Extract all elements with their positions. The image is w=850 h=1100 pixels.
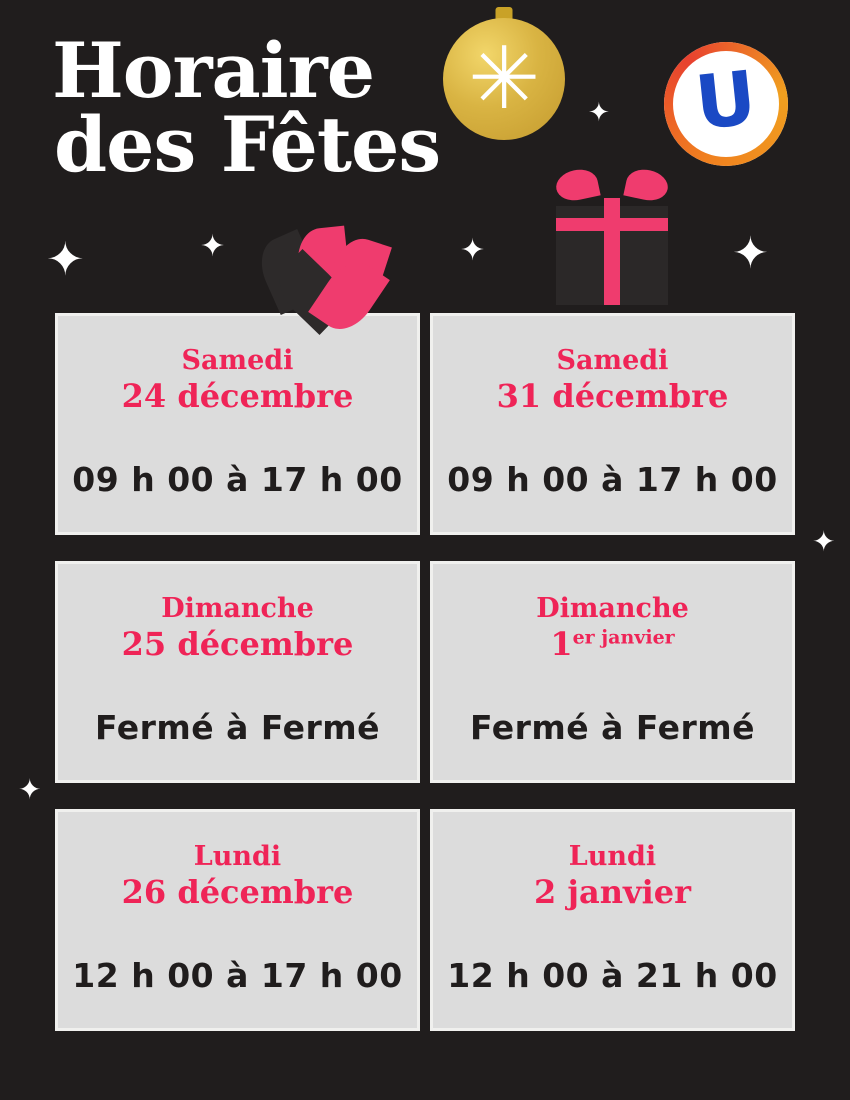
schedule-hours: Fermé à Fermé <box>469 707 755 747</box>
schedule-date: 31 décembre <box>496 377 729 416</box>
schedule-hours: 12 h 00 à 17 h 00 <box>72 955 403 995</box>
title-line-2: des Fêtes <box>54 100 441 190</box>
sparkle-icon: ✦ <box>18 773 42 806</box>
gift-box-icon <box>548 170 676 305</box>
schedule-date: 24 décembre <box>121 377 354 416</box>
gift-ribbon-horizontal <box>556 218 668 231</box>
schedule-day: Samedi <box>181 345 294 377</box>
logo-center <box>682 55 770 148</box>
schedule-hours: 12 h 00 à 21 h 00 <box>447 955 778 995</box>
logo-letter: U <box>691 55 761 147</box>
schedule-day: Samedi <box>556 345 669 377</box>
schedule-day: Lundi <box>568 841 657 873</box>
poinsettia-leaves-icon <box>258 228 418 318</box>
schedule-day: Dimanche <box>161 593 314 625</box>
sparkle-icon: ✦ <box>732 228 769 279</box>
schedule-hours: 09 h 00 à 17 h 00 <box>72 459 403 499</box>
brand-logo <box>664 42 788 166</box>
schedule-date-number: 1 <box>550 625 573 664</box>
schedule-grid <box>55 313 795 1031</box>
gift-bow-right <box>623 166 670 204</box>
schedule-date: 2 janvier <box>534 873 691 912</box>
schedule-hours: Fermé à Fermé <box>94 707 380 747</box>
schedule-date-suffix: er janvier <box>572 626 675 649</box>
sparkle-icon: ✦ <box>46 232 85 286</box>
sparkle-icon: ✦ <box>200 229 226 264</box>
schedule-card <box>430 313 795 535</box>
schedule-card <box>430 809 795 1031</box>
schedule-date: 25 décembre <box>121 625 354 664</box>
schedule-hours: 09 h 00 à 17 h 00 <box>447 459 778 499</box>
title-line-1: Horaire <box>52 26 375 115</box>
schedule-card <box>55 561 420 783</box>
snowflake-icon: ✳ <box>467 29 541 129</box>
sparkle-icon: ✦ <box>812 525 836 558</box>
schedule-date: 26 décembre <box>121 873 354 912</box>
schedule-day: Dimanche <box>536 593 689 625</box>
schedule-card <box>430 561 795 783</box>
schedule-day: Lundi <box>193 841 282 873</box>
sparkle-icon: ✦ <box>460 233 486 268</box>
sparkle-icon: ✦ <box>588 98 610 128</box>
schedule-card <box>55 313 420 535</box>
page-title <box>52 26 441 190</box>
christmas-ornament-icon <box>443 18 565 140</box>
schedule-card <box>55 809 420 1031</box>
gift-bow-left <box>553 166 600 204</box>
schedule-date <box>550 626 674 664</box>
poster-header <box>0 0 850 310</box>
gift-ribbon-vertical <box>604 198 620 305</box>
